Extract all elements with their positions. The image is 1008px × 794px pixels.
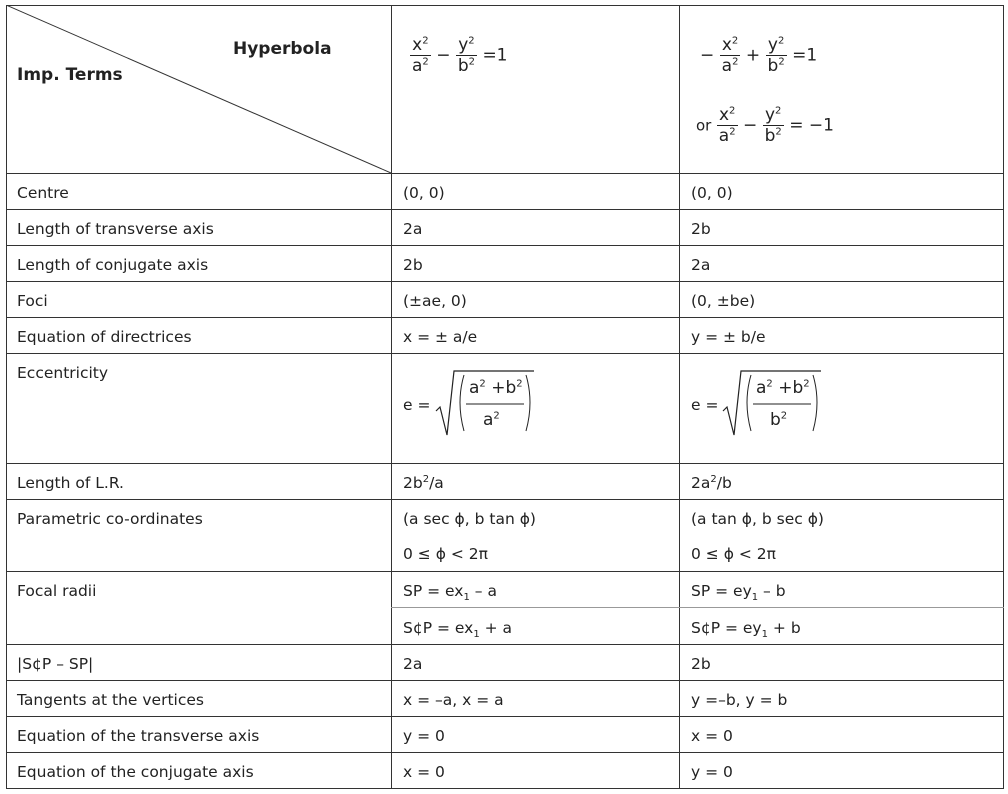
eccentricity-numerator: $a^2 +b^2$: [469, 378, 523, 398]
row-value: 2b: [403, 256, 423, 274]
row-label: Centre: [17, 184, 69, 202]
header-hyperbola: Hyperbola: [233, 39, 332, 59]
row-value: x = 0: [403, 763, 445, 781]
eccentricity-prefix: e =: [403, 396, 431, 414]
row-value: 0 ≤ ϕ < 2π: [691, 545, 776, 563]
row-value: y =–b, y = b: [691, 691, 788, 709]
row-label: Foci: [17, 292, 48, 310]
row-value: (0, 0): [691, 184, 733, 202]
eccentricity-prefix: e =: [691, 396, 719, 414]
row-value: y = ± b/e: [691, 328, 766, 346]
row-label: Length of transverse axis: [17, 220, 214, 238]
border-bottom: [6, 788, 1004, 789]
eccentricity-denominator: $b^2$: [770, 410, 788, 430]
row-label: Parametric co-ordinates: [17, 510, 203, 528]
row-divider: [6, 245, 1004, 246]
row-label: Equation of the conjugate axis: [17, 763, 254, 781]
row-value: $2b^2/a$: [403, 473, 444, 492]
row-value: 2a: [691, 256, 711, 274]
row-divider: [6, 644, 1004, 645]
header-diagonal: [6, 5, 392, 174]
row-divider: [6, 463, 1004, 464]
row-value: y = 0: [403, 727, 445, 745]
row-value: SP = $ex_1$ – a: [403, 582, 497, 604]
row-value: x = 0: [691, 727, 733, 745]
row-divider: [6, 571, 1004, 572]
row-label: Eccentricity: [17, 364, 109, 382]
row-value: $2a^2/b$: [691, 473, 732, 492]
row-divider: [6, 680, 1004, 681]
row-label: Equation of the transverse axis: [17, 727, 260, 745]
col-divider-2: [679, 5, 680, 789]
header-col2-alt-equation: or $\frac{x^2}{a^2}$ − $\frac{y^2}{b^2}$ = −1: [696, 105, 834, 146]
row-value: (±ae, 0): [403, 292, 467, 310]
row-value: S¢P = $ey_1 + b$: [691, 619, 801, 641]
row-label: |S¢P – SP|: [17, 655, 94, 673]
row-value: 2a: [403, 655, 423, 673]
row-label: Length of L.R.: [17, 474, 124, 492]
row-divider: [6, 752, 1004, 753]
hyperbola-table: [6, 5, 1004, 789]
row-divider: [6, 317, 1004, 318]
header-imp-terms: Imp. Terms: [17, 65, 123, 85]
row-value: (a sec ϕ, b tan ϕ): [403, 510, 536, 528]
row-divider: [6, 281, 1004, 282]
row-label: Length of conjugate axis: [17, 256, 209, 274]
row-value: S¢P = $ex_1 + a$: [403, 619, 513, 641]
sub-row-divider: [391, 607, 1004, 608]
row-divider: [6, 353, 1004, 354]
row-value: 0 ≤ ϕ < 2π: [403, 545, 488, 563]
row-value: (a tan ϕ, b sec ϕ): [691, 510, 824, 528]
row-value: 2b: [691, 655, 711, 673]
row-label: Focal radii: [17, 582, 97, 600]
row-value: x = –a, x = a: [403, 691, 504, 709]
row-value: 2a: [403, 220, 423, 238]
row-divider: [6, 209, 1004, 210]
row-label: Equation of directrices: [17, 328, 192, 346]
header-col1-equation: $\frac{x^2}{a^2}$ − $\frac{y^2}{b^2}$ =1: [412, 35, 508, 76]
eccentricity-denominator: $a^2$: [483, 410, 500, 430]
row-value: (0, ±be): [691, 292, 756, 310]
row-value: x = ± a/e: [403, 328, 478, 346]
header-col2-equation: − $\frac{x^2}{a^2}$ + $\frac{y^2}{b^2}$ =1: [700, 35, 818, 76]
row-value: SP = $ey_1$ – b: [691, 582, 786, 604]
row-label: Tangents at the vertices: [17, 691, 204, 709]
eccentricity-numerator: $a^2 +b^2$: [756, 378, 810, 398]
row-value: y = 0: [691, 763, 733, 781]
row-value: (0, 0): [403, 184, 445, 202]
row-value: 2b: [691, 220, 711, 238]
row-divider: [6, 499, 1004, 500]
row-divider: [6, 716, 1004, 717]
border-right: [1003, 5, 1004, 789]
